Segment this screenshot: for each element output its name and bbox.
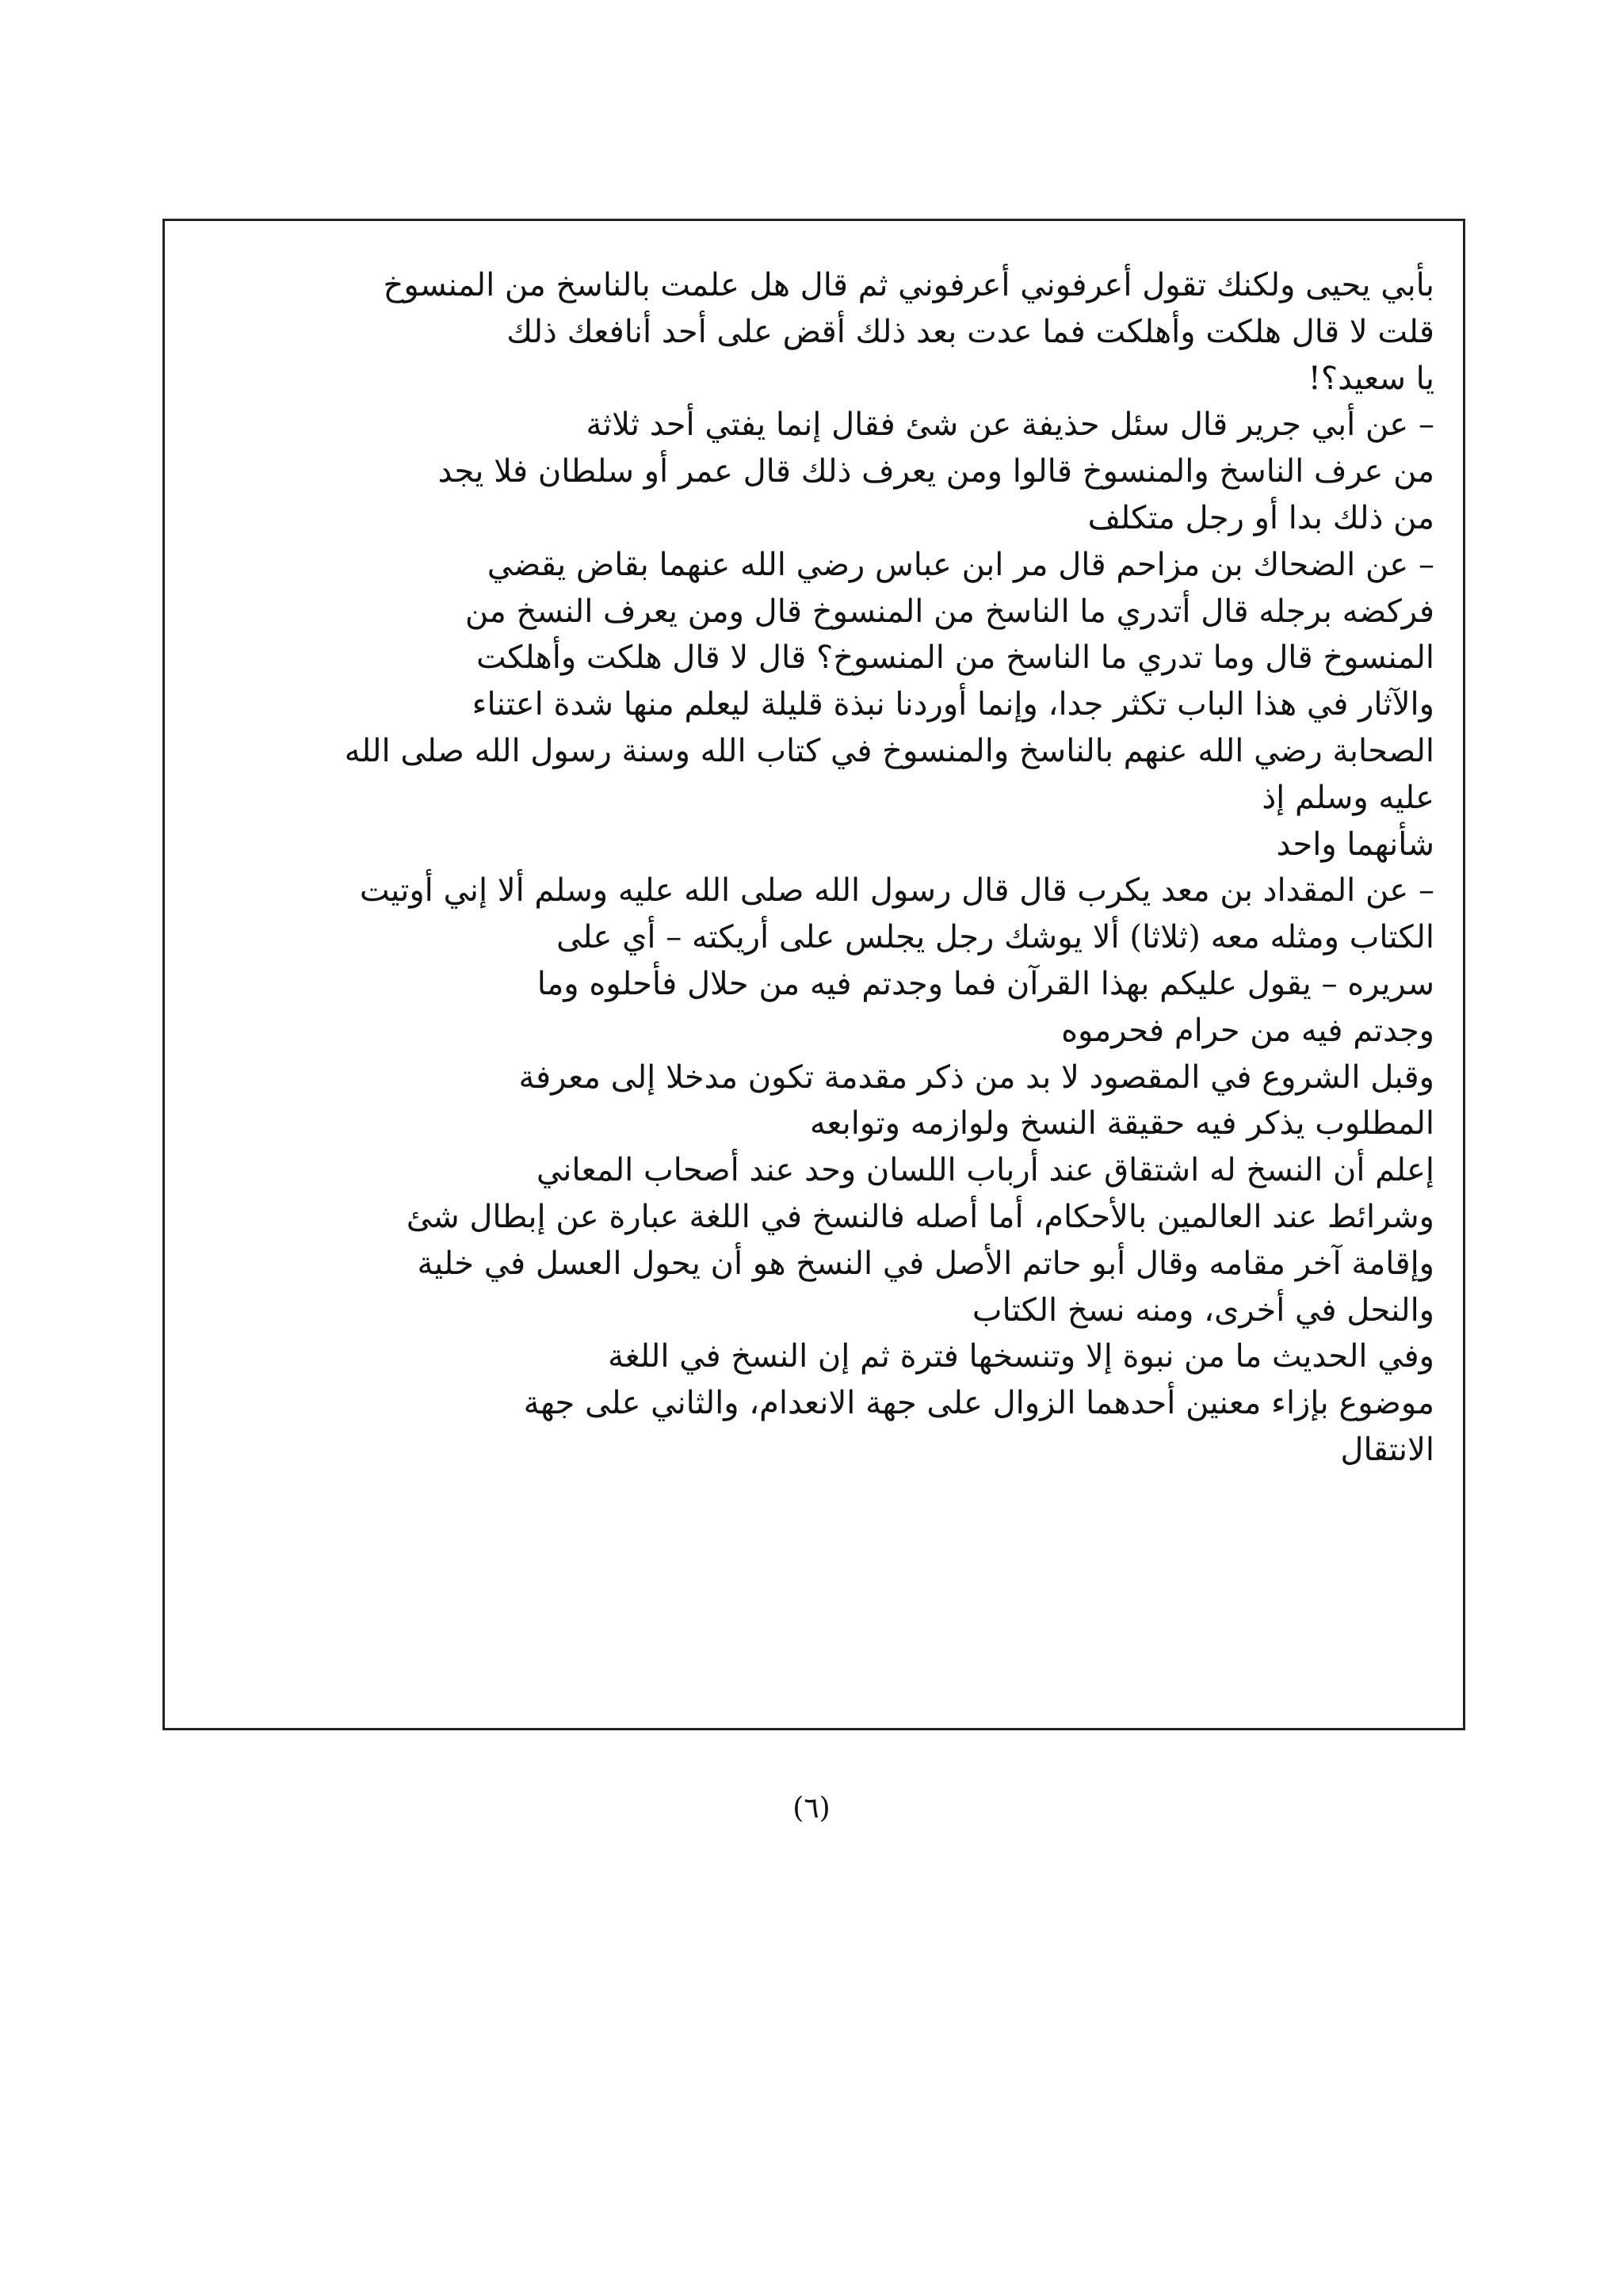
text-line: بأبي يحيى ولكنك تقول أعرفوني أعرفوني ثم قال هل علمت بالناسخ من المنسوخ [383,267,1434,303]
text-line: موضوع بإزاء معنين أحدهما الزوال على جهة الانعدام، والثاني على جهة [523,1385,1434,1422]
text-line: سريره – يقول عليكم بهذا القرآن فما وجدتم فيه من حلال فأحلوه وما [537,965,1434,1002]
text-line: المطلوب يذكر فيه حقيقة النسخ ولوازمه وتوابعه [809,1105,1434,1142]
text-line: فركضه برجله قال أتدري ما الناسخ من المنسوخ قال ومن يعرف النسخ من [464,593,1434,630]
text-line: وفي الحديث ما من نبوة إلا وتنسخها فترة ثم إن النسخ في اللغة [608,1338,1434,1375]
text-line: والنحل في أخرى، ومنه نسخ الكتاب [972,1291,1434,1329]
text-line: شأنهما واحد [1276,826,1434,863]
text-line: من عرف الناسخ والمنسوخ قالوا ومن يعرف ذلك قال عمر أو سلطان فلا يجد [437,453,1434,490]
text-line: الكتاب ومثله معه (ثلاثا) ألا يوشك رجل يجلس على أريكته – أي على [556,919,1434,956]
text-line: قلت لا قال هلكت وأهلكت فما عدت بعد ذلك أقض على أحد أنافعك ذلك [506,313,1434,350]
text-body [190,262,1434,1474]
text-line: – عن المقداد بن معد يكرب قال قال رسول الله صلى الله عليه وسلم ألا إني أوتيت [359,872,1434,910]
text-line: وجدتم فيه من حرام فحرموه [1061,1012,1434,1049]
text-line: الصحابة رضي الله عنهم بالناسخ والمنسوخ في كتاب الله وسنة رسول الله صلى الله [344,732,1434,769]
text-line: إعلم أن النسخ له اشتقاق عند أرباب اللسان وحد عند أصحاب المعاني [536,1152,1434,1189]
text-frame [162,219,1465,1730]
page-number: (٦) [792,1792,831,1825]
text-line: الانتقال [1340,1431,1434,1468]
text-line: – عن أبي جرير قال سئل حذيفة عن شئ فقال إنما يفتي أحد ثلاثة [586,406,1434,444]
text-line: من ذلك بدا أو رجل متكلف [1087,499,1434,536]
text-line: – عن الضحاك بن مزاحم قال مر ابن عباس رضي الله عنهما بقاض يقضي [487,546,1434,583]
text-line: وإقامة آخر مقامه وقال أبو حاتم الأصل في النسخ هو أن يحول العسل في خلية [417,1245,1434,1282]
text-line: وشرائط عند العالمين بالأحكام، أما أصله فالنسخ في اللغة عبارة عن إبطال شئ [406,1198,1434,1235]
text-line: عليه وسلم إذ [1262,779,1434,816]
text-line: والآثار في هذا الباب تكثر جدا، وإنما أوردنا نبذة قليلة ليعلم منها شدة اعتناء [472,686,1434,723]
text-line: المنسوخ قال وما تدري ما الناسخ من المنسوخ؟ قال لا قال هلكت وأهلكت [476,639,1434,677]
text-line: يا سعيد؟! [1308,360,1434,397]
text-line: وقبل الشروع في المقصود لا بد من ذكر مقدمة تكون مدخلا إلى معرفة [518,1058,1434,1096]
